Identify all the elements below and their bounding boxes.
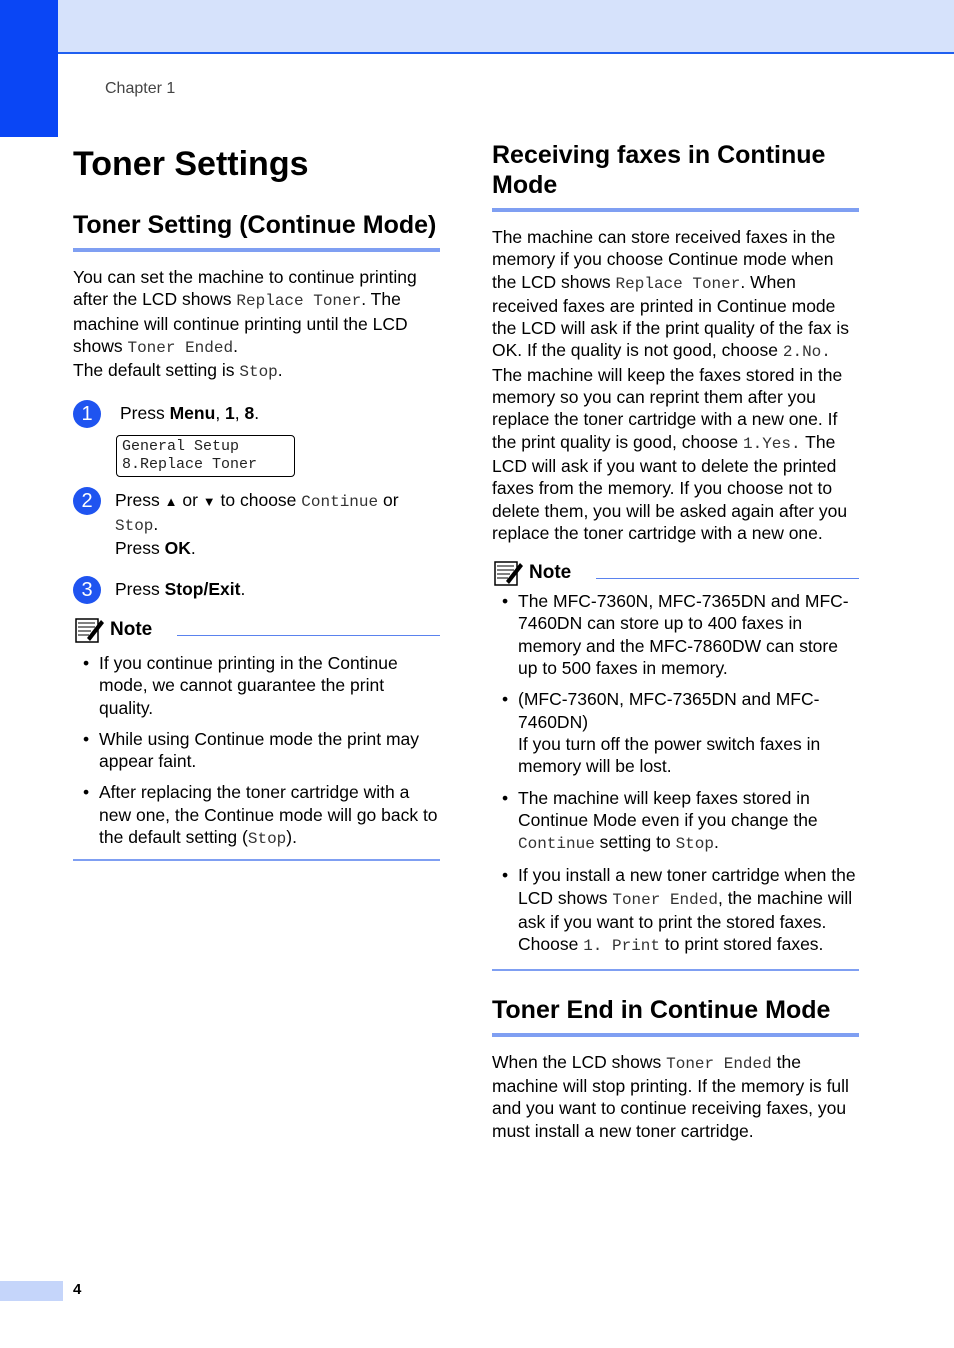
down-arrow-icon: ▼ [202, 493, 216, 509]
up-arrow-icon: ▲ [164, 493, 178, 509]
step-1: 1 Press Menu, 1, 8. [73, 402, 440, 424]
receiving-faxes-paragraph: The machine can store received faxes in the memory if you choose Continue mode when the LCD shows Replace Toner. When received faxes are printed in Continue mode the LCD will ask if the print quality of the fax is OK. If the quality is not good, choose 2.No. The machine will keep the faxes stored in the memory so you can reprint them after you replace the toner cartridge with a new one. If the print quality is good, choose 1.Yes. The LCD will ask if you want to delete the printed faxes from the memory. If you choose not to delete them, you will be asked again after you replace the toner cartridge with a new one. [492, 227, 849, 543]
step-2: 2 Press ▲ or ▼ to choose Continue or Stop. Press OK. [73, 489, 440, 560]
section-title-toner-setting: Toner Setting (Continue Mode) [73, 210, 440, 252]
list-item: • The machine will keep faxes stored in Continue Mode even if you change the Continue setting to Stop. [502, 787, 818, 854]
note-rule [596, 578, 859, 579]
lcd-line-2: 8.Replace Toner [122, 455, 258, 473]
step-number-icon: 1 [73, 400, 101, 428]
note-header [492, 559, 859, 587]
note-list [73, 652, 440, 850]
section-title-toner-end: Toner End in Continue Mode [492, 995, 859, 1037]
list-item: • If you continue printing in the Continue mode, we cannot guarantee the print quality. [83, 652, 398, 718]
note-list [492, 590, 859, 957]
header-band [0, 0, 954, 54]
list-item: • If you install a new toner cartridge when the LCD shows Toner Ended, the machine will ask if you want to print the stored faxes. Choose 1. Print to print stored faxes. [502, 865, 856, 956]
toner-end-paragraph: When the LCD shows Toner Ended the machine will stop printing. If the memory is full and you want to continue receiving faxes, you must install a new toner cartridge. [492, 1051, 849, 1141]
note-pencil-icon [494, 559, 524, 586]
left-column [73, 140, 440, 861]
page-title: Toner Settings [73, 145, 309, 183]
intro-paragraph: You can set the machine to continue printing after the LCD shows Replace Toner. The machine will continue printing until the LCD shows Toner Ended. The default setting is Stop. [73, 267, 417, 382]
list-item: • While using Continue mode the print may appear faint. [83, 728, 420, 772]
note-end-rule [73, 859, 440, 861]
step-number-icon: 2 [73, 487, 101, 515]
page-number: 4 [73, 1281, 82, 1298]
note-pencil-icon [75, 616, 105, 643]
note-header [73, 616, 440, 644]
list-item: • (MFC-7360N, MFC-7365DN and MFC-7460DN) If you turn off the power switch faxes in memory will be lost. [502, 689, 821, 777]
lcd-text-replace-toner: Replace Toner [236, 292, 362, 311]
step-3: 3 Press Stop/Exit. [73, 578, 440, 600]
note-title: Note [529, 562, 572, 584]
lcd-display [116, 435, 295, 477]
chapter-label: Chapter 1 [105, 80, 176, 97]
chapter-tab [0, 0, 58, 137]
page-number-strip [0, 1281, 63, 1301]
lcd-text-stop: Stop [239, 363, 278, 382]
lcd-text-toner-ended: Toner Ended [127, 338, 234, 357]
step-number-icon: 3 [73, 576, 101, 604]
list-item: • The MFC-7360N, MFC-7365DN and MFC-7460DN can store up to 400 faxes in memory and the MFC-7860DW can store up to 500 faxes in memory. [502, 591, 849, 679]
list-item: • After replacing the toner cartridge with a new one, the Continue mode will go back to the default setting (Stop). [83, 782, 438, 849]
note-rule [177, 635, 440, 636]
right-column [492, 140, 859, 1142]
section-title-receiving-faxes: Receiving faxes in Continue Mode [492, 140, 859, 212]
note-title: Note [110, 618, 153, 640]
lcd-line-1: General Setup [122, 437, 240, 455]
